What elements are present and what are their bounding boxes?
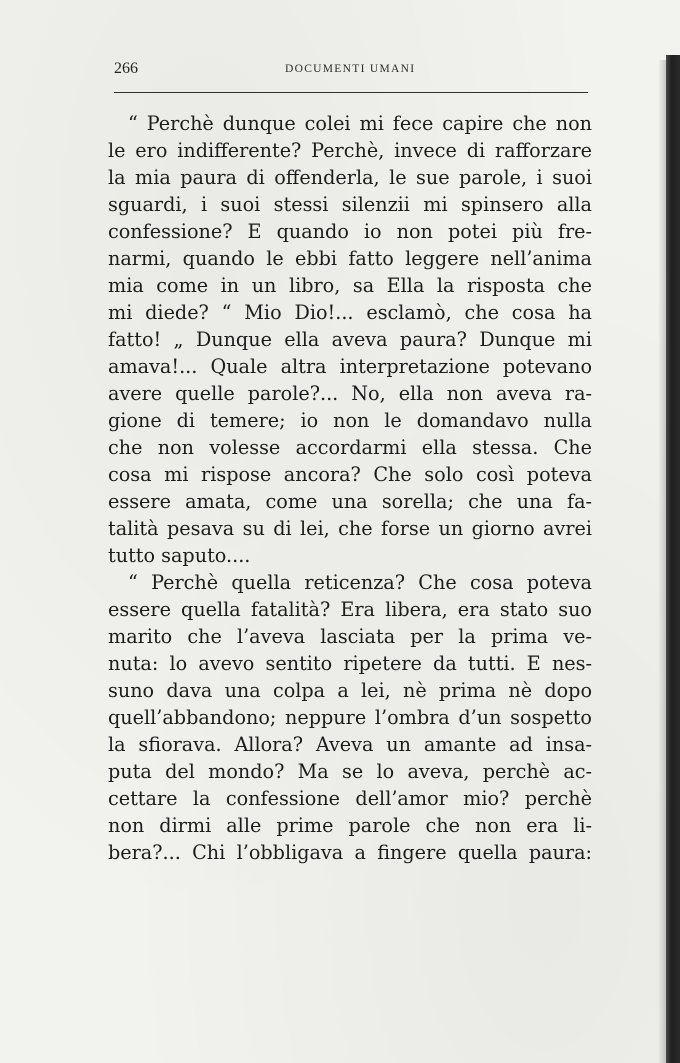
- text-line: puta del mondo? Ma se lo aveva, perchè ac-: [108, 760, 592, 783]
- text-line: talità pesava su di lei, che forse un giorno avrei: [108, 517, 592, 540]
- binding-edge: [666, 55, 680, 1063]
- text-line: nuta: lo avevo sentito ripetere da tutti. E nes-: [108, 652, 592, 675]
- binding-shadow: [658, 60, 666, 1063]
- text-line: mi diede? “ Mio Dio!... esclamò, che cosa ha: [108, 301, 592, 324]
- text-line: suno dava una colpa a lei, nè prima nè dopo: [108, 679, 592, 702]
- text-line: tutto saputo....: [108, 544, 251, 567]
- text-line: essere quella fatalità? Era libera, era stato suo: [108, 598, 592, 621]
- text-line: essere amata, come una sorella; che una fa-: [108, 490, 592, 513]
- running-head: [114, 60, 588, 82]
- text-line: amava!... Quale altra interpretazione potevano: [108, 355, 592, 378]
- text-line: le ero indifferente? Perchè, invece di rafforzare: [108, 139, 592, 162]
- body-text: [108, 110, 592, 866]
- text-line: cosa mi rispose ancora? Che solo così poteva: [108, 463, 592, 486]
- page-number: 266: [114, 60, 138, 77]
- text-line: mia come in un libro, sa Ella la risposta che: [108, 274, 592, 297]
- text-line: fatto! „ Dunque ella aveva paura? Dunque mi: [108, 328, 592, 351]
- text-line: quell’abbandono; neppure l’ombra d’un sospetto: [108, 706, 592, 729]
- text-line: che non volesse accordarmi ella stessa. Che: [108, 436, 592, 459]
- text-line: bera?... Chi l’obbligava a fingere quella paura:: [108, 841, 592, 864]
- text-line: confessione? E quando io non potei più fre-: [108, 220, 592, 243]
- text-line: avere quelle parole?... No, ella non aveva ra-: [108, 382, 592, 405]
- text-line: “ Perchè dunque colei mi fece capire che non: [128, 112, 592, 135]
- text-line: marito che l’aveva lasciata per la prima ve-: [108, 625, 592, 648]
- header-rule: [114, 92, 588, 93]
- text-line: la mia paura di offenderla, le sue parole, i suoi: [108, 166, 592, 189]
- text-line: “ Perchè quella reticenza? Che cosa poteva: [128, 571, 592, 594]
- running-title: DOCUMENTI UMANI: [285, 63, 416, 75]
- text-line: narmi, quando le ebbi fatto leggere nell’anima: [108, 247, 592, 270]
- text-line: non dirmi alle prime parole che non era li-: [108, 814, 592, 837]
- text-line: la sfiorava. Allora? Aveva un amante ad insa-: [108, 733, 592, 756]
- text-line: cettare la confessione dell’amor mio? perchè: [108, 787, 592, 810]
- text-line: gione di temere; io non le domandavo nulla: [108, 409, 592, 432]
- text-line: sguardi, i suoi stessi silenzii mi spinsero alla: [108, 193, 592, 216]
